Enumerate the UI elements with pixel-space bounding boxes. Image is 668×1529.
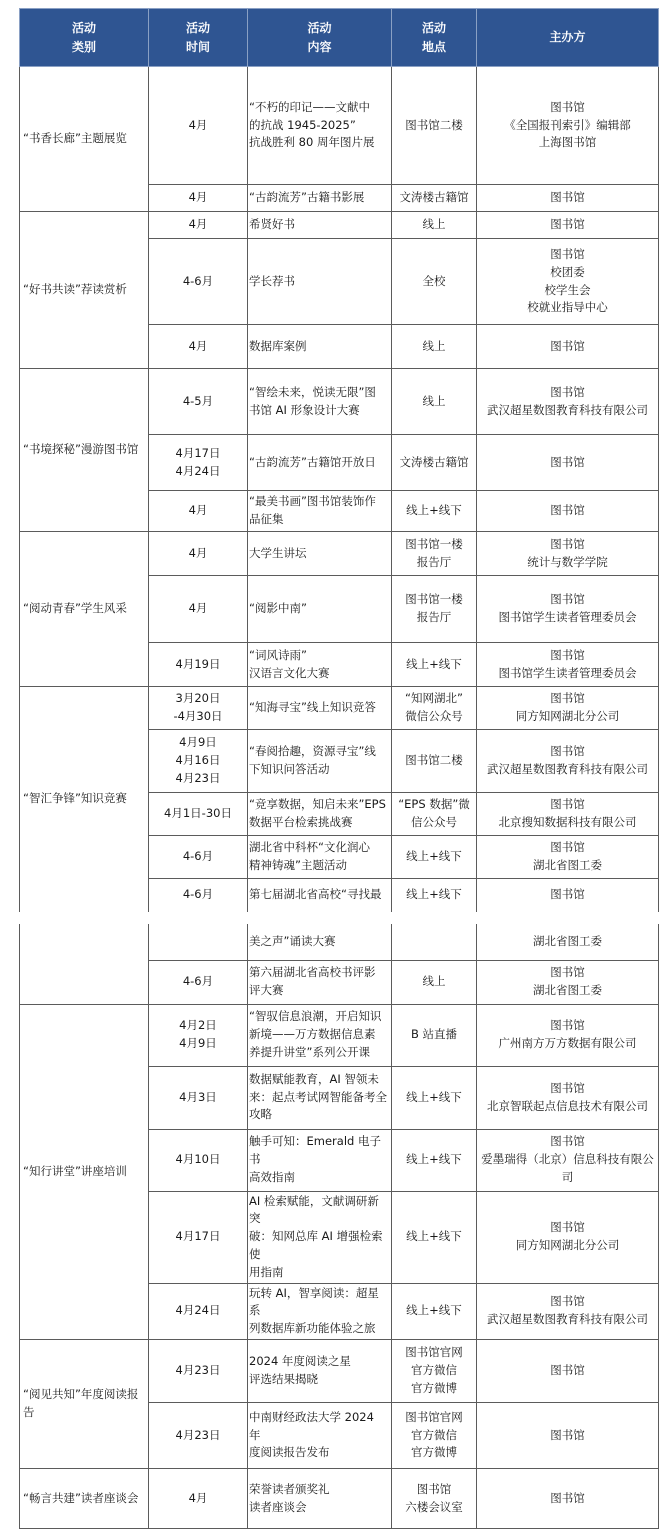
table-row-continued	[20, 924, 659, 960]
activity-organizer-line: 图书馆	[550, 384, 585, 399]
activity-organizer	[477, 1403, 659, 1469]
activity-location	[392, 532, 477, 576]
header-location: 活动 地点	[392, 9, 477, 67]
activity-time	[149, 491, 248, 532]
activity-organizer	[477, 369, 659, 435]
activity-time	[149, 1403, 248, 1469]
activity-time-line: 4月9日	[179, 1036, 217, 1050]
activity-organizer-line: 同方知网湖北分公司	[515, 1238, 620, 1253]
activity-time	[149, 325, 248, 369]
activity-time-line: 4月	[188, 503, 208, 518]
activity-content	[248, 836, 392, 879]
activity-time-line: 4月16日	[175, 753, 221, 768]
activity-location	[392, 239, 477, 325]
activity-location-line: 图书馆官网	[405, 1345, 463, 1360]
activity-time-line: 4-5月	[182, 393, 214, 408]
activity-content-line: 新境——万方数据信息素	[249, 1027, 376, 1042]
activity-content-line: 高效指南	[249, 1169, 295, 1184]
activity-location-line: 线上	[422, 393, 446, 408]
activity-organizer-line: 校团委	[550, 264, 585, 279]
activity-organizer-line: 图书馆	[550, 592, 585, 607]
activity-organizer-line: 图书馆	[550, 887, 585, 902]
activity-organizer-line: 图书馆学生读者管理委员会	[498, 665, 637, 680]
activity-organizer-line: 图书馆	[550, 217, 585, 232]
activity-location-line: 线上+线下	[406, 1152, 462, 1167]
activity-location-line: 六楼会议室	[405, 1499, 463, 1514]
activity-time	[149, 239, 248, 325]
activity-location-line: 官方微博	[411, 1380, 457, 1395]
activity-content	[248, 1340, 392, 1403]
activity-content	[248, 730, 392, 793]
activity-location	[392, 960, 477, 1004]
activity-organizer-line: 北京搜知数据科技有限公司	[498, 815, 637, 829]
activity-content	[248, 1469, 392, 1529]
activity-location	[392, 491, 477, 532]
activity-content-line: “古韵流芳”古籍书影展	[249, 190, 365, 205]
activity-location-line: 信公众号	[411, 815, 457, 829]
activity-organizer-line: 图书馆	[550, 744, 585, 759]
activity-organizer-line: 图书馆	[550, 1018, 585, 1033]
activity-content	[248, 924, 392, 960]
activity-location-line: 图书馆官网	[405, 1409, 463, 1424]
activity-content-line: 书馆 AI 形象设计大赛	[249, 402, 360, 417]
activity-time	[149, 879, 248, 912]
activity-content-line: “竞享数据，知启未来”EPS	[249, 797, 386, 812]
activity-time	[149, 836, 248, 879]
activity-category: “好书共读”荐读赏析	[20, 212, 149, 369]
activity-location-line: 图书馆二楼	[405, 117, 463, 132]
activity-location	[392, 67, 477, 185]
activity-content-line: “智驭信息浪潮，开启知识	[249, 1009, 382, 1024]
activity-content-line: “词风诗雨”	[249, 647, 307, 662]
activity-location	[392, 687, 477, 730]
activity-location-line: 官方微信	[411, 1427, 457, 1442]
activity-content-line: 湖北省中科杯“文化润心	[249, 840, 370, 855]
activity-content	[248, 576, 392, 643]
activity-organizer-line: 武汉超星数图教育科技有限公司	[487, 1312, 648, 1327]
activity-organizer-line: 广州南方万方数据有限公司	[498, 1036, 637, 1050]
activity-location-line: 报告厅	[416, 610, 452, 624]
activity-organizer-line: 图书馆	[550, 840, 585, 855]
activity-content	[248, 325, 392, 369]
activity-location-line: 文涛楼古籍馆	[399, 190, 469, 205]
activity-content	[248, 1004, 392, 1066]
activity-time-line: 4月17日	[175, 445, 221, 460]
activity-content-line: 品征集	[249, 512, 284, 526]
activity-organizer-line: 司	[561, 1169, 574, 1184]
activity-time	[149, 730, 248, 793]
activity-organizer-line: 图书馆	[550, 1134, 585, 1149]
activity-time-line: 4月	[188, 601, 208, 616]
activity-organizer-line: 武汉超星数图教育科技有限公司	[487, 402, 648, 417]
activity-category: “书境探秘”漫游图书馆	[20, 369, 149, 532]
activity-content-line: “春阅拾趣，资源寻宝”线	[249, 744, 376, 759]
activity-content	[248, 687, 392, 730]
activity-organizer	[477, 643, 659, 687]
activity-time	[149, 185, 248, 212]
activity-time	[149, 67, 248, 185]
activity-content	[248, 212, 392, 239]
activity-organizer	[477, 924, 659, 960]
activity-organizer	[477, 1129, 659, 1191]
activity-location	[392, 793, 477, 836]
activity-time	[149, 643, 248, 687]
activity-time-line: 3月20日	[175, 691, 221, 706]
activity-location-line: 图书馆	[416, 1481, 452, 1496]
activity-content-line: “知海寻宝”线上知识竞答	[249, 700, 376, 715]
activity-location-line: 线上+线下	[406, 1089, 462, 1104]
activity-location	[392, 836, 477, 879]
table-row	[20, 1004, 659, 1066]
activity-time-line: 4月17日	[175, 1229, 221, 1244]
activity-location	[392, 325, 477, 369]
activity-time-line: 4月23日	[175, 770, 221, 785]
activity-category: “畅言共建”读者座谈会	[20, 1469, 149, 1529]
activity-time-line: 4-6月	[182, 273, 214, 288]
activity-organizer	[477, 1191, 659, 1283]
activity-time-line: 4月19日	[175, 656, 221, 671]
activity-content-line: 读者座谈会	[249, 1499, 307, 1514]
activity-organizer	[477, 1066, 659, 1129]
activity-content-line: 学长荐书	[249, 273, 295, 288]
header-category: 活动 类别	[20, 9, 149, 67]
activity-location-line: 线上	[422, 974, 446, 989]
activity-organizer	[477, 491, 659, 532]
activity-organizer-line: 图书馆	[550, 246, 585, 261]
activity-organizer-line: 图书馆	[550, 1220, 585, 1235]
table-body-part2	[20, 924, 659, 1529]
activity-organizer	[477, 239, 659, 325]
activity-time	[149, 1283, 248, 1339]
activity-time-line: 4-6月	[182, 974, 214, 989]
activity-content-line: 用指南	[249, 1264, 284, 1279]
activity-content	[248, 239, 392, 325]
activity-time	[149, 435, 248, 491]
activity-location-line: 报告厅	[416, 554, 452, 569]
activity-organizer-line: 校就业指导中心	[527, 300, 608, 315]
activity-time	[149, 1004, 248, 1066]
activity-content-line: 第六届湖北省高校书评影	[249, 965, 376, 980]
activity-location-line: “知网湖北”	[405, 691, 463, 706]
activity-organizer	[477, 836, 659, 879]
table-row	[20, 369, 659, 435]
activity-category: “阅见共知”年度阅读报告	[20, 1340, 149, 1469]
activity-organizer	[477, 1340, 659, 1403]
activity-content-line: 汉语言文化大赛	[249, 665, 330, 680]
activity-location-line: “EPS 数据”微	[398, 797, 470, 812]
activity-organizer	[477, 576, 659, 643]
activity-time	[149, 687, 248, 730]
activity-organizer-line: 图书馆	[550, 1363, 585, 1378]
header-time: 活动 时间	[149, 9, 248, 67]
activity-category-continued	[20, 924, 149, 1004]
activity-organizer-line: 图书馆	[550, 454, 585, 469]
activity-organizer-line: 图书馆	[550, 503, 585, 518]
activity-time-line: 4月23日	[175, 1427, 221, 1442]
activity-location-line: 线上+线下	[406, 656, 462, 671]
activity-time	[149, 532, 248, 576]
activity-content-line: 荣誉读者颁奖礼	[249, 1481, 330, 1496]
activity-organizer-line: 图书馆	[550, 691, 585, 706]
table-row	[20, 1469, 659, 1529]
activity-time-line: 4月1日-30日	[164, 806, 232, 821]
activity-location-line: 线上+线下	[406, 887, 462, 902]
activity-content-line: “智绘未来，悦读无限”图	[249, 384, 376, 399]
activity-location-line: 全校	[422, 273, 446, 288]
activity-content-line: 希贤好书	[249, 217, 295, 232]
activity-organizer	[477, 435, 659, 491]
activity-content-line: 评选结果揭晓	[249, 1372, 318, 1386]
activity-location-line: B 站直播	[410, 1027, 458, 1042]
activity-location	[392, 1469, 477, 1529]
activity-organizer-line: 湖北省图工委	[533, 933, 602, 948]
activity-content	[248, 1129, 392, 1191]
activity-organizer-line: 爱墨瑞得（北京）信息科技有限公	[481, 1152, 654, 1167]
activity-organizer-line: 武汉超星数图教育科技有限公司	[487, 762, 648, 776]
activity-location	[392, 1004, 477, 1066]
activity-category: “阅动青春”学生风采	[20, 532, 149, 687]
activity-time	[149, 369, 248, 435]
activity-time	[149, 212, 248, 239]
activity-content	[248, 491, 392, 532]
activity-content	[248, 879, 392, 912]
activity-content	[248, 67, 392, 185]
activity-content-line: 抗战胜利 80 周年图片展	[249, 135, 375, 150]
activity-content-line: 第七届湖北省高校“寻找最	[249, 887, 382, 902]
activity-content	[248, 435, 392, 491]
activity-organizer	[477, 1283, 659, 1339]
activity-table-part1	[19, 8, 659, 912]
activity-time	[149, 1469, 248, 1529]
activity-content-line: 数据赋能教育，AI 智领未	[249, 1071, 379, 1086]
table-row	[20, 212, 659, 239]
activity-organizer-line: 图书馆学生读者管理委员会	[498, 610, 637, 624]
activity-location-line: 图书馆二楼	[405, 753, 463, 768]
activity-organizer-line: 北京智联起点信息技术有限公司	[487, 1098, 648, 1113]
activity-location	[392, 1340, 477, 1403]
activity-organizer-line: 图书馆	[550, 1294, 585, 1309]
activity-content-line: 的抗战 1945-2025”	[249, 117, 356, 132]
activity-content-line: 中南财经政法大学 2024 年	[249, 1409, 374, 1442]
activity-location	[392, 1403, 477, 1469]
activity-time	[149, 576, 248, 643]
activity-time-line: 4月	[188, 1490, 208, 1505]
activity-content-line: 美之声”诵读大赛	[249, 933, 336, 948]
activity-content-line: “古韵流芳”古籍馆开放日	[249, 454, 376, 469]
activity-organizer-line: 图书馆	[550, 338, 585, 353]
activity-content-line: 破：知网总库 AI 增强检索使	[249, 1229, 383, 1261]
activity-location-line: 官方微博	[411, 1445, 457, 1460]
activity-content-line: 下知识问答活动	[249, 762, 330, 776]
activity-location	[392, 1283, 477, 1339]
activity-organizer	[477, 793, 659, 836]
activity-time-line: 4月24日	[175, 1303, 221, 1318]
activity-organizer-line: 图书馆	[550, 965, 585, 980]
activity-location-line: 线上	[422, 338, 446, 353]
activity-content-line: 数据库案例	[249, 338, 307, 353]
activity-content	[248, 369, 392, 435]
activity-organizer-line: 图书馆	[550, 190, 585, 205]
activity-content-line: 2024 年度阅读之星	[249, 1354, 351, 1369]
activity-organizer	[477, 960, 659, 1004]
activity-content-line: 数据平台检索挑战赛	[249, 815, 353, 829]
activity-location-line: 线上	[422, 217, 446, 232]
activity-time-line: 4月23日	[175, 1363, 221, 1378]
activity-content	[248, 1403, 392, 1469]
table-row	[20, 67, 659, 185]
activity-location-line: 线上+线下	[406, 1229, 462, 1244]
activity-time-line: 4月	[188, 545, 208, 560]
activity-location	[392, 1191, 477, 1283]
activity-content-line: 评大赛	[249, 983, 284, 997]
activity-content-line: 列数据库新功能体验之旅	[249, 1321, 376, 1336]
activity-organizer-line: 上海图书馆	[538, 135, 597, 150]
activity-location-line: 线上+线下	[406, 849, 462, 864]
activity-location-line: 线上+线下	[406, 1303, 462, 1318]
activity-time-line: 4月9日	[179, 735, 217, 750]
activity-time	[149, 1191, 248, 1283]
activity-content	[248, 1191, 392, 1283]
activity-organizer	[477, 1469, 659, 1529]
activity-location	[392, 212, 477, 239]
activity-location	[392, 1066, 477, 1129]
header-content: 活动 内容	[248, 9, 392, 67]
activity-category: “知行讲堂”讲座培训	[20, 1004, 149, 1340]
activity-location	[392, 730, 477, 793]
activity-location-line: 图书馆一楼	[405, 536, 463, 551]
activity-location-line: 官方微信	[411, 1363, 457, 1378]
activity-content	[248, 960, 392, 1004]
activity-organizer-line: 统计与数学学院	[527, 554, 608, 569]
activity-organizer	[477, 532, 659, 576]
activity-content-line: AI 检索赋能，文献调研新突	[249, 1193, 379, 1226]
activity-content-line: “不朽的印记——文献中	[249, 99, 370, 114]
activity-location	[392, 1129, 477, 1191]
activity-table-part2	[19, 924, 659, 1529]
activity-organizer-line: 图书馆	[550, 1427, 585, 1442]
activity-time-line: 4月2日	[179, 1018, 217, 1033]
activity-location-line: 图书馆一楼	[405, 592, 463, 607]
activity-content-line: 来：起点考试网智能备考全	[249, 1089, 387, 1104]
table-row	[20, 532, 659, 576]
activity-time-line: 4-6月	[182, 849, 214, 864]
activity-location	[392, 576, 477, 643]
activity-content-line: 养提升讲堂”系列公开课	[249, 1044, 370, 1059]
activity-location	[392, 879, 477, 912]
activity-organizer-line: 湖北省图工委	[533, 983, 602, 997]
activity-content-line: 大学生讲坛	[249, 545, 307, 560]
table-row	[20, 687, 659, 730]
activity-category: “书香长廊”主题展览	[20, 67, 149, 212]
activity-time-line: 4月	[188, 338, 208, 353]
activity-organizer-line: 湖北省图工委	[533, 858, 602, 872]
table-header-row	[20, 9, 659, 67]
activity-time-line: 4月24日	[175, 463, 221, 478]
activity-location	[392, 185, 477, 212]
activity-time	[149, 1066, 248, 1129]
activity-time-line: 4月	[188, 217, 208, 232]
activity-category: “智汇争锋”知识竞赛	[20, 687, 149, 912]
activity-time-line: -4月30日	[173, 709, 223, 723]
activity-organizer-line: 校学生会	[544, 282, 591, 297]
activity-content	[248, 185, 392, 212]
activity-time	[149, 924, 248, 960]
activity-organizer-line: 图书馆	[550, 99, 585, 114]
activity-organizer	[477, 185, 659, 212]
activity-organizer	[477, 879, 659, 912]
activity-content-line: 度阅读报告发布	[249, 1445, 330, 1460]
table-body-part1	[20, 67, 659, 912]
activity-organizer	[477, 1004, 659, 1066]
activity-content-line: 攻略	[249, 1107, 272, 1122]
table-row	[20, 1340, 659, 1403]
activity-content	[248, 532, 392, 576]
activity-time-line: 4月3日	[179, 1089, 217, 1104]
activity-content	[248, 643, 392, 687]
activity-content-line: 触手可知：Emerald 电子书	[249, 1134, 381, 1167]
activity-content	[248, 793, 392, 836]
activity-time	[149, 793, 248, 836]
activity-time-line: 4-6月	[182, 887, 214, 902]
activity-location	[392, 643, 477, 687]
activity-time	[149, 1340, 248, 1403]
activity-organizer-line: 图书馆	[550, 647, 585, 662]
activity-organizer	[477, 67, 659, 185]
activity-time-line: 4月	[188, 117, 208, 132]
activity-content-line: 精神铸魂”主题活动	[249, 858, 347, 872]
activity-organizer	[477, 730, 659, 793]
activity-location-line: 微信公众号	[405, 709, 463, 723]
activity-location-line: 文涛楼古籍馆	[399, 454, 469, 469]
activity-time	[149, 1129, 248, 1191]
activity-location	[392, 435, 477, 491]
activity-time	[149, 960, 248, 1004]
activity-organizer-line: 图书馆	[550, 1490, 585, 1505]
activity-location	[392, 369, 477, 435]
activity-time-line: 4月10日	[175, 1152, 221, 1167]
activity-organizer-line: 图书馆	[550, 536, 585, 551]
activity-organizer-line: 《全国报刊索引》编辑部	[504, 117, 631, 132]
activity-organizer	[477, 687, 659, 730]
activity-organizer-line: 图书馆	[550, 797, 585, 812]
activity-organizer-line: 同方知网湖北分公司	[515, 709, 620, 723]
activity-content-line: “阅影中南”	[249, 601, 307, 616]
header-organizer: 主办方	[477, 9, 659, 67]
activity-content	[248, 1066, 392, 1129]
activity-location-line: 线上+线下	[406, 503, 462, 518]
activity-organizer-line: 图书馆	[550, 1080, 585, 1095]
activity-content	[248, 1283, 392, 1339]
activity-content-line: “最美书画”图书馆装饰作	[249, 494, 376, 509]
activity-time-line: 4月	[188, 190, 208, 205]
activity-content-line: 玩转 AI，智享阅读：超星系	[249, 1285, 379, 1318]
activity-organizer	[477, 212, 659, 239]
activity-location	[392, 924, 477, 960]
activity-organizer	[477, 325, 659, 369]
